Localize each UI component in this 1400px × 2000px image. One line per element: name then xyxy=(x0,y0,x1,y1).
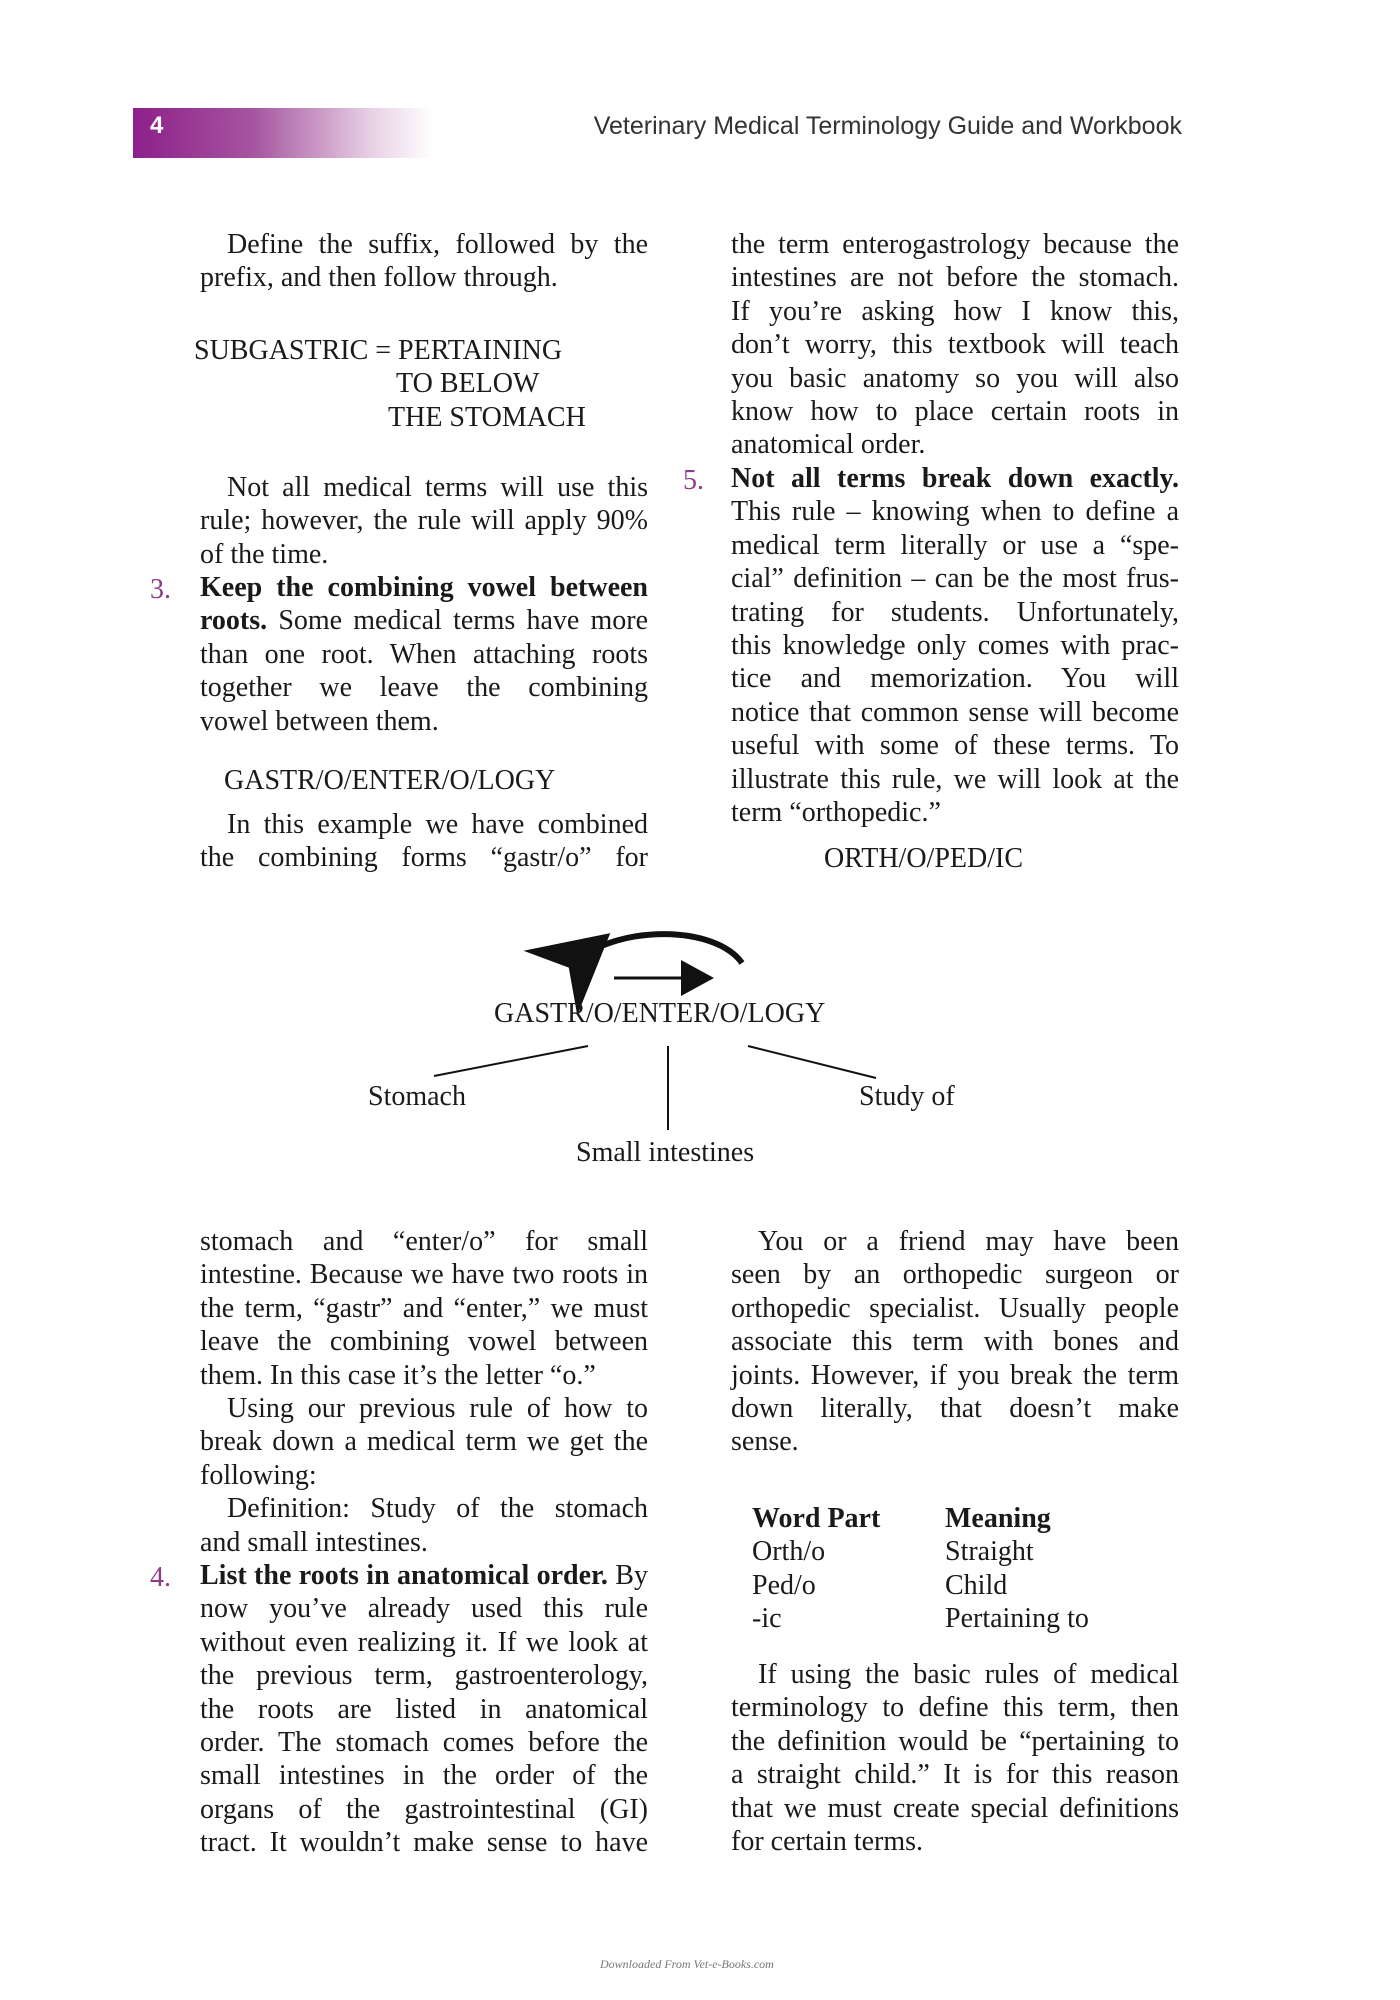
connector-line-left xyxy=(434,1046,588,1076)
text-line: trating for students. Unfortunately, xyxy=(731,596,1179,628)
text-line: know how to place certain roots in xyxy=(731,396,1179,428)
upper-right-column xyxy=(731,228,1179,462)
text-line: leave the combining vowel between xyxy=(200,1326,648,1358)
text-line: now you’ve already used this rule xyxy=(200,1593,648,1625)
upper-left-column xyxy=(200,228,648,295)
running-title: Veterinary Medical Terminology Guide and Workbook xyxy=(593,112,1182,140)
table-row xyxy=(752,1602,1089,1635)
text-line: the term, “gastr” and “enter,” we must xyxy=(200,1292,648,1324)
text-line: the definition would be “pertaining to xyxy=(731,1725,1179,1757)
text-line: prefix, and then follow through. xyxy=(200,262,558,294)
table-cell: Orth/o xyxy=(752,1536,826,1568)
text-line: medical term literally or use a “spe- xyxy=(731,529,1179,561)
text-line: useful with some of these terms. To xyxy=(731,730,1179,762)
text-line: without even realizing it. If we look at xyxy=(200,1626,648,1658)
connector-line-right xyxy=(748,1046,876,1078)
header-accent-bar xyxy=(133,108,433,158)
text-line: This rule – knowing when to define a xyxy=(731,496,1179,528)
text-line: illustrate this rule, we will look at the xyxy=(731,763,1179,795)
text-line: Not all medical terms will use this xyxy=(227,472,648,503)
diagram-label-small-intestines: Small intestines xyxy=(576,1137,755,1168)
list-item-5 xyxy=(731,462,1179,829)
diagram-label-study-of: Study of xyxy=(859,1081,955,1112)
curved-arrow xyxy=(578,934,742,963)
text-line: In this example we have combined xyxy=(227,809,648,840)
text-line: you basic anatomy so you will also xyxy=(731,362,1179,394)
text-line: joints. However, if you break the term xyxy=(731,1359,1179,1391)
page-number: 4 xyxy=(150,112,164,139)
list-item-number: 3. xyxy=(150,574,171,605)
text-line: for certain terms. xyxy=(731,1826,924,1858)
text-line: of the time. xyxy=(200,538,329,570)
text-line: a straight child.” It is for this reason xyxy=(731,1759,1179,1791)
text-line: Definition: Study of the stomach xyxy=(227,1493,648,1525)
text-line: sense. xyxy=(731,1426,799,1458)
diagram-term: GASTR/O/ENTER/O/LOGY xyxy=(494,998,826,1029)
lower-right-column xyxy=(731,1225,1179,1459)
footer-watermark: Downloaded From Vet-e-Books.com xyxy=(600,1957,774,1971)
text-span: Some medical terms have more xyxy=(267,605,648,637)
text-line: THE STOMACH xyxy=(388,401,586,433)
table-header: Word Part xyxy=(752,1503,881,1534)
text-line: following: xyxy=(200,1459,317,1491)
text-line: anatomical order. xyxy=(731,429,926,461)
text-line: If using the basic rules of medical xyxy=(758,1659,1179,1690)
text-line: the combining forms “gastr/o” for xyxy=(200,842,648,874)
lower-right-column-end xyxy=(731,1658,1179,1858)
text-line: the previous term, gastroenterology, xyxy=(200,1660,648,1692)
text-line: this knowledge only comes with prac- xyxy=(731,630,1179,662)
text-line: than one root. When attaching roots xyxy=(200,638,648,670)
text-line: You or a friend may have been xyxy=(758,1226,1179,1257)
word-part-table xyxy=(752,1502,1089,1636)
text-line: organs of the gastrointestinal (GI) xyxy=(200,1793,648,1825)
text-line: that we must create special definitions xyxy=(731,1792,1179,1824)
bold-text: List the roots in anatomical order. xyxy=(200,1560,608,1591)
text-line: together we leave the combining xyxy=(200,672,648,704)
table-cell: Child xyxy=(945,1569,1008,1601)
text-line: cial” definition – can be the most frus- xyxy=(731,563,1179,595)
upper-left-column-cont xyxy=(200,471,648,571)
text-line: seen by an orthopedic surgeon or xyxy=(731,1259,1179,1291)
term-gastroenterology: GASTR/O/ENTER/O/LOGY xyxy=(224,765,556,796)
text-line: orthopedic specialist. Usually people xyxy=(731,1292,1179,1324)
text-line: down literally, that doesn’t make xyxy=(731,1393,1179,1425)
text-line: If you’re asking how I know this, xyxy=(731,295,1179,327)
text-line: terminology to define this term, then xyxy=(731,1692,1179,1724)
text-line: intestines are not before the stomach. xyxy=(731,262,1179,294)
text-line: and small intestines. xyxy=(200,1526,428,1558)
text-line: don’t worry, this textbook will teach xyxy=(731,329,1179,361)
text-line: small intestines in the order of the xyxy=(200,1760,648,1792)
table-cell: Ped/o xyxy=(752,1569,816,1601)
text-line: Using our previous rule of how to xyxy=(227,1393,648,1425)
table-header-row xyxy=(752,1502,1089,1535)
diagram-label-stomach: Stomach xyxy=(368,1081,466,1112)
text-line: the term enterogastrology because the xyxy=(731,229,1179,260)
term-orthopedic: ORTH/O/PED/IC xyxy=(824,843,1023,874)
text-line: term “orthopedic.” xyxy=(731,797,941,829)
text-line: order. The stomach comes before the xyxy=(200,1727,648,1759)
table-cell: -ic xyxy=(752,1603,782,1635)
bold-text: Not all terms break down exactly. xyxy=(731,463,1179,494)
upper-left-column-end xyxy=(200,808,648,875)
bold-text: roots. xyxy=(200,605,268,637)
lower-left-column xyxy=(200,1225,648,1559)
text-line: notice that common sense will become xyxy=(731,696,1179,728)
list-item-number: 5. xyxy=(683,465,704,496)
list-item-3 xyxy=(200,571,648,738)
text-line: tract. It wouldn’t make sense to have xyxy=(200,1827,648,1859)
subgastric-definition xyxy=(194,334,654,434)
text-line: vowel between them. xyxy=(200,705,439,737)
list-item-4 xyxy=(200,1559,648,1860)
list-item-number: 4. xyxy=(150,1562,171,1593)
text-line: tice and memorization. You will xyxy=(731,663,1179,695)
text-line: intestine. Because we have two roots in xyxy=(200,1259,648,1291)
text-line: break down a medical term we get the xyxy=(200,1426,648,1458)
text-line: Define the suffix, followed by the xyxy=(227,229,648,260)
table-row xyxy=(752,1535,1089,1568)
table-row xyxy=(752,1569,1089,1602)
text-line: TO BELOW xyxy=(396,368,540,400)
text-line: associate this term with bones and xyxy=(731,1326,1179,1358)
text-line: rule; however, the rule will apply 90% xyxy=(200,505,648,537)
text-line: stomach and “enter/o” for small xyxy=(200,1226,648,1257)
bold-text: Keep the combining vowel between xyxy=(200,572,648,603)
table-header: Meaning xyxy=(945,1503,1051,1534)
table-cell: Straight xyxy=(945,1536,1034,1568)
table-cell: Pertaining to xyxy=(945,1603,1089,1635)
text-line: the roots are listed in anatomical xyxy=(200,1693,648,1725)
text-line: SUBGASTRIC = PERTAINING xyxy=(194,335,563,366)
text-line: them. In this case it’s the letter “o.” xyxy=(200,1359,596,1391)
text-span: By xyxy=(607,1560,648,1591)
